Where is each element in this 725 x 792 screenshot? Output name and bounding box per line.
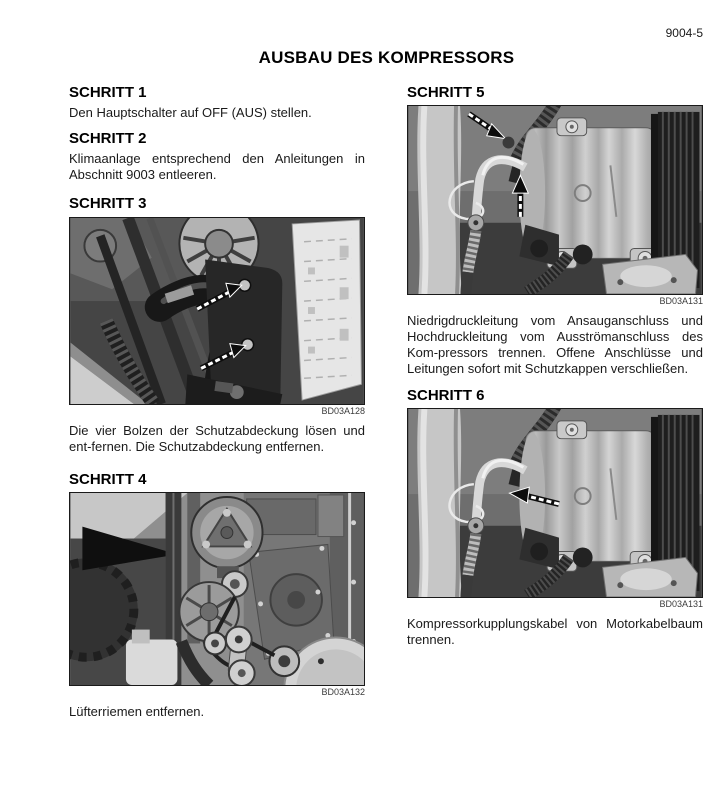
step-3-section [69, 196, 365, 455]
step-1-heading: SCHRITT 1 [69, 84, 147, 101]
step-5-figure-caption: BD03A131 [659, 296, 703, 306]
step-6-figure [407, 408, 703, 610]
step-4-figure [69, 492, 365, 698]
step-6-heading: SCHRITT 6 [407, 387, 485, 404]
page-number: 9004-5 [665, 26, 703, 40]
step-2-heading: SCHRITT 2 [69, 130, 147, 147]
step-6-figure-caption: BD03A131 [659, 599, 703, 609]
step-6-text: Kompressorkupplungskabel von Motorkabelbaum trennen. [407, 616, 703, 647]
step-4-heading: SCHRITT 4 [69, 471, 147, 488]
step-1-text: Den Hauptschalter auf OFF (AUS) stellen. [69, 105, 312, 120]
step-5-figure [407, 105, 703, 307]
step-5-photo-compressor-lines [407, 105, 703, 295]
page-title: AUSBAU DES KOMPRESSORS [258, 48, 515, 67]
step-4-text: Lüfterriemen entfernen. [69, 704, 205, 719]
step-3-photo-engine-cover-bolts [69, 217, 365, 405]
step-4-photo-fan-belt [69, 492, 365, 686]
step-3-heading: SCHRITT 3 [69, 195, 147, 212]
step-6-section [407, 388, 703, 648]
step-6-photo-clutch-cable [407, 408, 703, 598]
step-2-text: Klimaanlage entsprechend den Anleitungen in Abschnitt 9003 entleeren. [69, 151, 365, 182]
step-1-section [69, 85, 365, 121]
step-4-figure-caption: BD03A132 [321, 687, 365, 697]
step-3-text: Die vier Bolzen der Schutzabdeckung lösen und ent-fernen. Die Schutzabdeckung entfernen. [69, 423, 365, 454]
step-5-text: Niedrigdruckleitung vom Ansauganschluss und Hochdruckleitung vom Ausströmanschluss des Kom-pressors trennen. Offene Anschlüsse und Leitungen sofort mit Schutzkappen verschließen. [407, 313, 703, 376]
step-3-figure-caption: BD03A128 [321, 406, 365, 416]
step-3-figure [69, 217, 365, 417]
step-4-section [69, 472, 365, 720]
step-2-section [69, 131, 365, 183]
step-5-section [407, 85, 703, 377]
step-5-heading: SCHRITT 5 [407, 84, 485, 101]
